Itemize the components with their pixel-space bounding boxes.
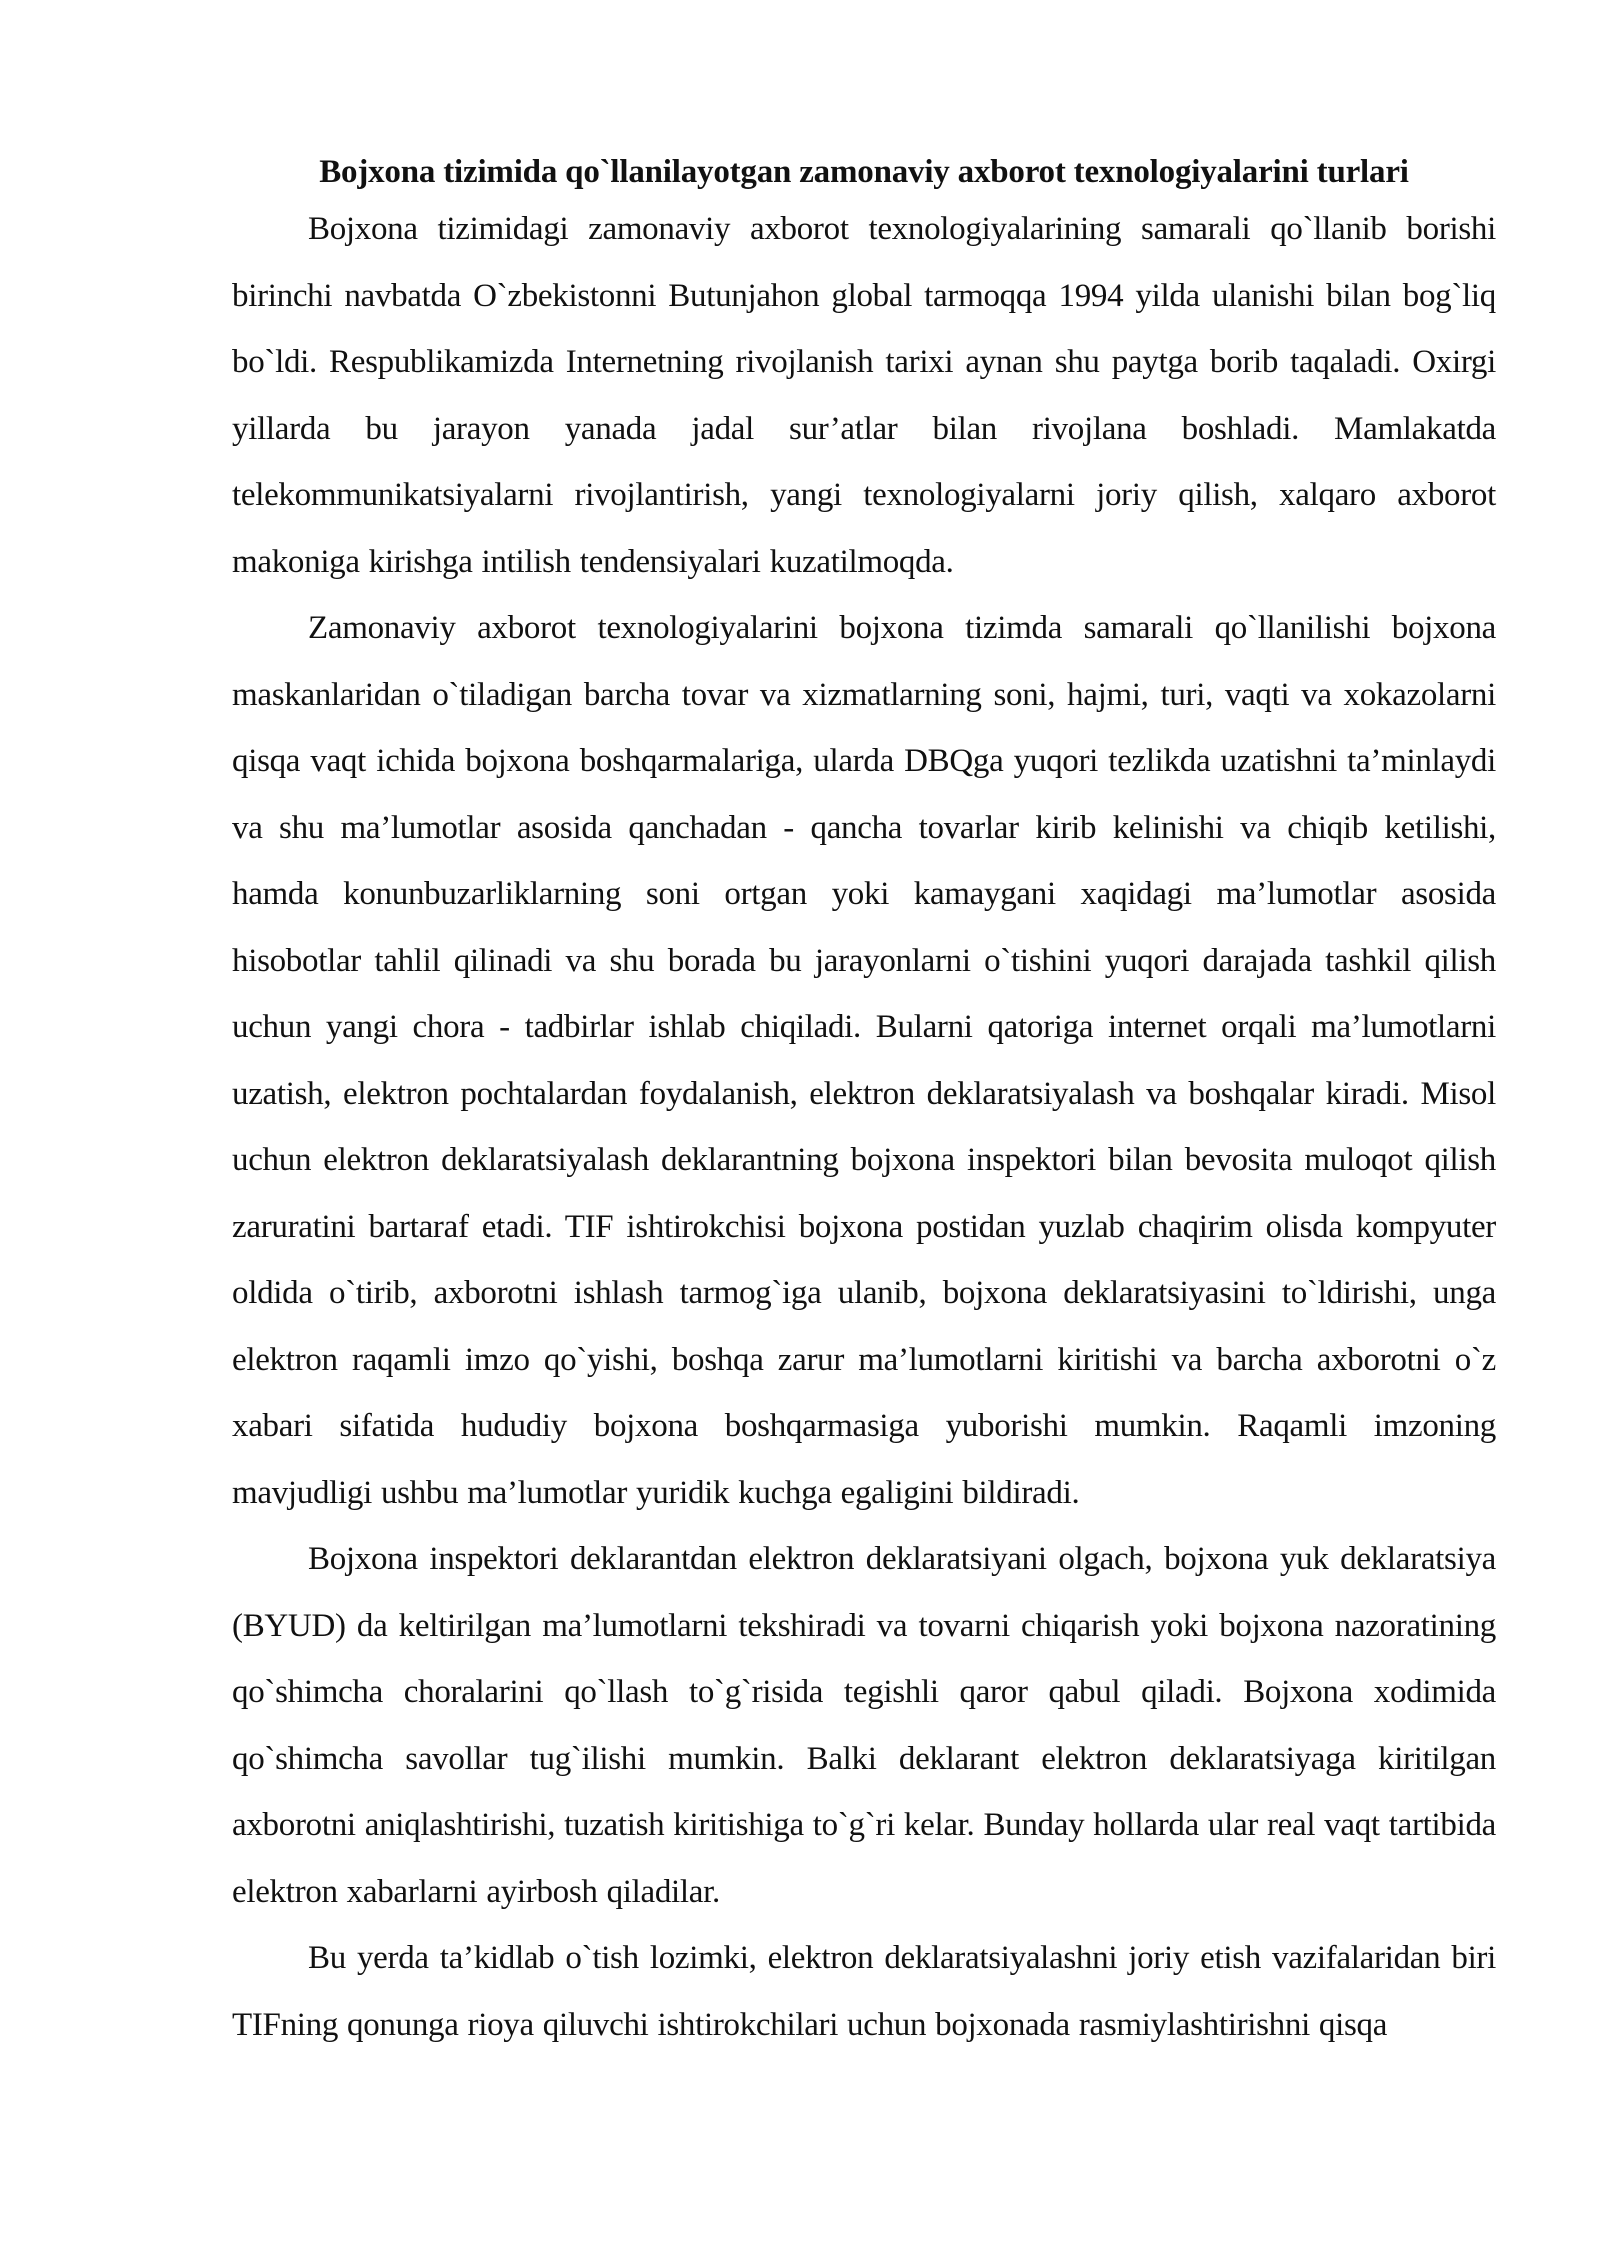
paragraph-3: Bojxona inspektori deklarantdan elektron deklaratsiyani olgach, bojxona yuk deklaratsiya (BYUD) da keltirilgan ma’lumotlarni tekshiradi va tovarni chiqarish yoki bojxona nazoratining qo`shimcha choralarini qo`llash to`g`risida tegishli qaror qabul qiladi. Bojxona xodimida qo`shimcha savollar tug`ilishi mumkin. Balki deklarant elektron deklaratsiyaga kiritilgan axborotni aniqlashtirishi, tuzatish kiritishiga to`g`ri kelar. Bunday hollarda ular real vaqt tartibida elektron xabarlarni ayirbosh qiladilar. xyxy=(232,1541,1497,1910)
document-body xyxy=(232,148,1496,2058)
paragraph-2: Zamonaviy axborot texnologiyalarini bojxona tizimda samarali qo`llanilishi bojxona maskanlaridan o`tiladigan barcha tovar va xizmatlarning soni, hajmi, turi, vaqti va xokazolarni qisqa vaqt ichida bojxona boshqarmalariga, ularda DBQga yuqori tezlikda uzatishni ta’minlaydi va shu ma’lumotlar asosida qanchadan - qancha tovarlar kirib kelinishi va chiqib ketilishi, hamda konunbuzarliklarning soni ortgan yoki kamaygani xaqidagi ma’lumotlar asosida hisobotlar tahlil qilinadi va shu borada bu jarayonlarni o`tishini yuqori darajada tashkil qilish uchun yangi chora - tadbirlar ishlab chiqiladi. Bularni qatoriga internet orqali ma’lumotlarni uzatish, elektron pochtalardan foydalanish, elektron deklaratsiyalash va boshqalar kiradi. Misol uchun elektron deklaratsiyalash deklarantning bojxona inspektori bilan bevosita muloqot qilish zaruratini bartaraf etadi. TIF ishtirokchisi bojxona postidan yuzlab chaqirim olisda kompyuter oldida o`tirib, axborotni ishlash tarmog`iga ulanib, bojxona deklaratsiyasini to`ldirishi, unga elektron raqamli imzo qo`yishi, boshqa zarur ma’lumotlarni kiritishi va barcha axborotni o`z xabari sifatida hududiy bojxona boshqarmasiga yuborishi mumkin. Raqamli imzoning mavjudligi ushbu ma’lumotlar yuridik kuchga egaligini bildiradi. xyxy=(232,610,1496,1511)
paragraph-1: Bojxona tizimidagi zamonaviy axborot texnologiyalarining samarali qo`llanib borishi birinchi navbatda O`zbekistonni Butunjahon global tarmoqqa 1994 yilda ulanishi bilan bog`liq bo`ldi. Respublikamizda Internetning rivojlanish tarixi aynan shu paytga borib taqaladi. Oxirgi yillarda bu jarayon yanada jadal sur’atlar bilan rivojlana boshladi. Mamlakatda telekommunikatsiyalarni rivojlantirish, yangi texnologiyalarni joriy qilish, xalqaro axborot makoniga kirishga intilish tendensiyalari kuzatilmoqda. xyxy=(232,211,1496,580)
document-title: Bojxona tizimida qo`llanilayotgan zamonaviy axborot texnologiyalarini turlari xyxy=(319,154,1409,190)
paragraph-4: Bu yerda ta’kidlab o`tish lozimki, elektron deklaratsiyalashni joriy etish vazifalaridan biri TIFning qonunga rioya qiluvchi ishtirokchilari uchun bojxonada rasmiylashtirishni qisqa xyxy=(232,1940,1496,2043)
